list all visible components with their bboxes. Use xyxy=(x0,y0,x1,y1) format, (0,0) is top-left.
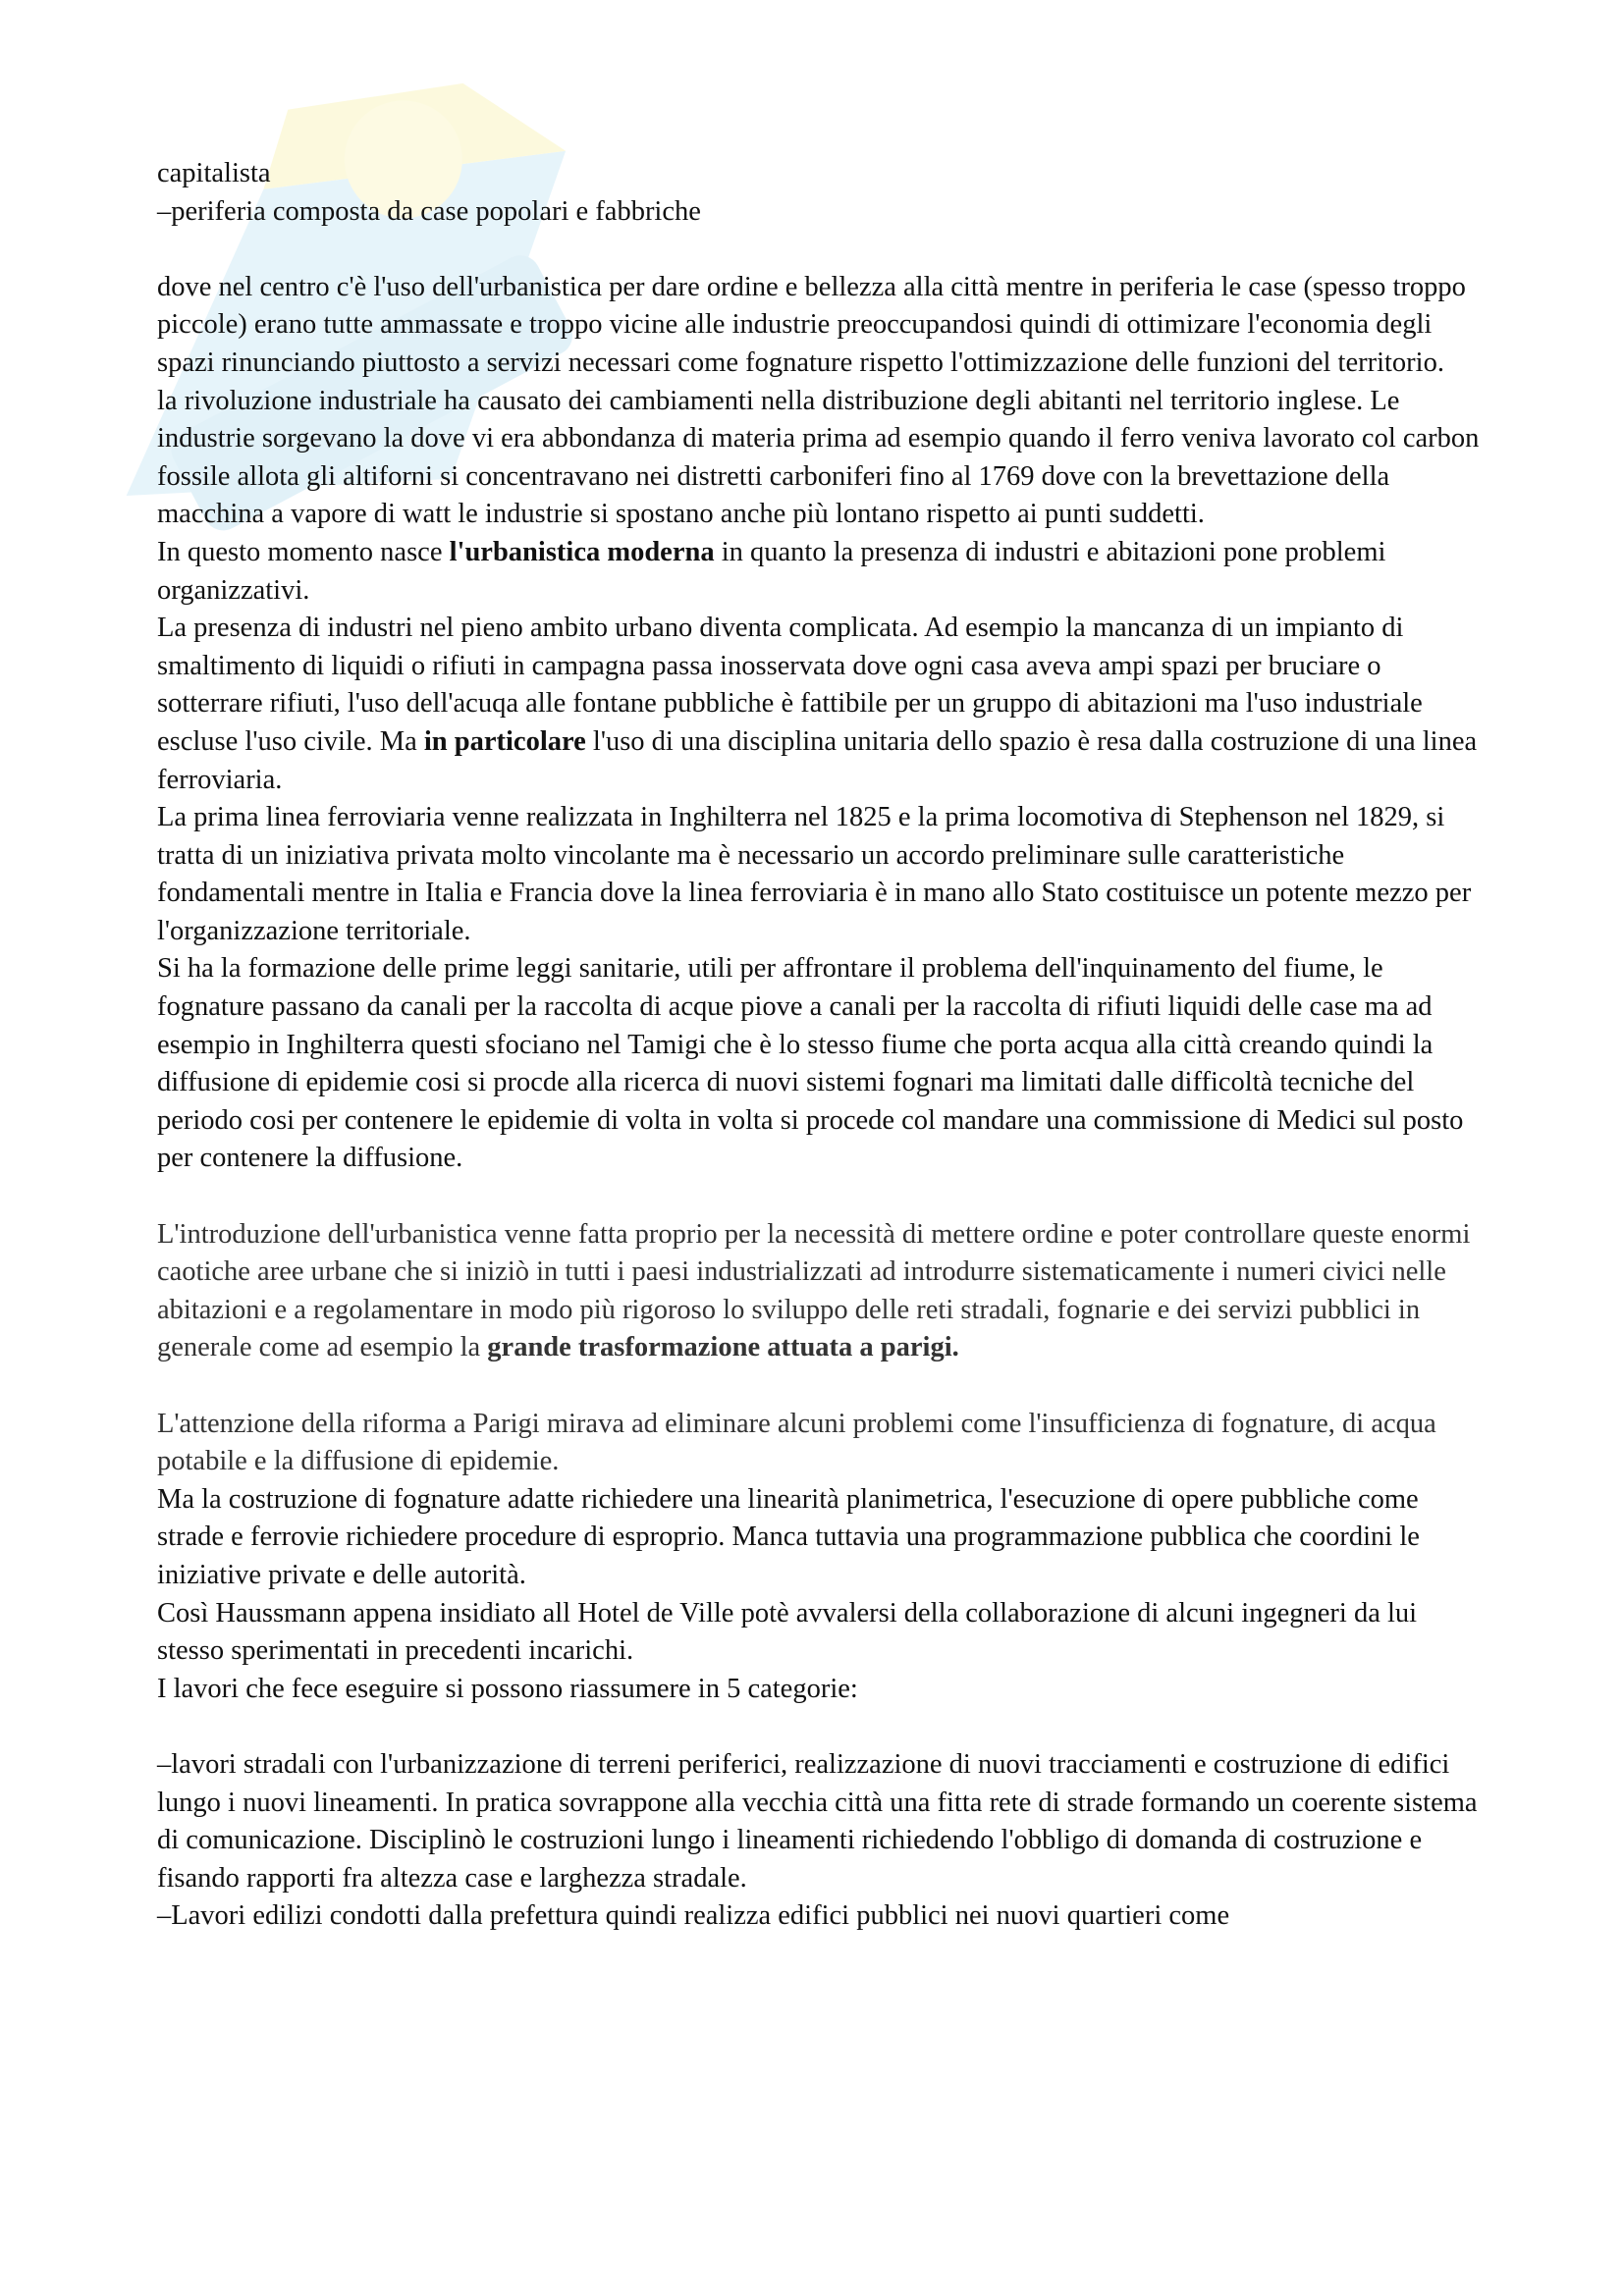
paragraph-3 xyxy=(157,534,1483,610)
paragraph-7-text: L'introduzione dell'urbanistica venne fatta proprio per la necessità di mettere ordine e poter controllare queste enormi caotiche aree urbane che si iniziò in tutti i paesi industrializzati ad introdurre sistematicamente i numeri civici nelle abitazioni e a regolamentare in modo più rigoroso lo sviluppo delle reti stradali, fognarie e dei servizi pubblici in generale come ad esempio la xyxy=(157,1218,1471,1363)
paragraph-4-text-b: l'uso di una disciplina unitaria dello spazio è resa dalla costruzione di una linea ferroviaria. xyxy=(157,725,1478,795)
paragraph-4-text-a: La presenza di industri nel pieno ambito urbano diventa complicata. Ad esempio la mancanza di un impianto di smaltimento di liquidi o rifiuti in campagna passa inosservata dove ogni casa aveva ampi spazi per bruciare o sotterrare rifiuti, l'uso dell'acuqa alle fontane pubbliche è fattibile per un gruppo di abitazioni ma l'uso industriale escluse l'uso civile. Ma xyxy=(157,613,1423,757)
paragraph-10: Così Haussmann appena insidiato all Hotel de Ville potè avvalersi della collaborazione di alcuni ingegneri da lui stesso sperimentati in precedenti incarichi. xyxy=(157,1597,1418,1667)
paragraph-11: I lavori che fece eseguire si possono riassumere in 5 categorie: xyxy=(157,1673,858,1704)
paragraph-4-bold: in particolare xyxy=(423,725,586,757)
paragraph-8: L'attenzione della riforma a Parigi mirava ad eliminare alcuni problemi come l'insufficienza di fognature, di acqua potabile e la diffusione di epidemie. xyxy=(157,1408,1436,1477)
paragraph-5: La prima linea ferroviaria venne realizzata in Inghilterra nel 1825 e la prima locomotiva di Stephenson nel 1829, si tratta di un iniziativa privata molto vincolante ma è necessario un accordo preliminare sulle caratteristiche fondamentali mentre in Italia e Francia dove la linea ferroviaria è in mano allo Stato costituisce un potente mezzo per l'organizzazione territoriale. xyxy=(157,802,1472,946)
paragraph-6: Si ha la formazione delle prime leggi sanitarie, utili per affrontare il problema dell'inquinamento del fiume, le fognature passano da canali per la raccolta di acque piove a canali per la raccolta di rifiuti liquidi delle case ma ad esempio in Inghilterra questi sfociano nel Tamigi che è lo stesso fiume che porta acqua alla città creando quindi la diffusione di epidemie cosi si procde alla ricerca di nuovi sistemi fognari ma limitati dalle difficoltà tecniche del periodo cosi per contenere le epidemie di volta in volta si procede col mandare una commissione di Medici sul posto per contenere la diffusione. xyxy=(157,953,1464,1174)
list-item-lavori-edilizi: –Lavori edilizi condotti dalla prefettura quindi realizza edifici pubblici nei nuovi quartieri come xyxy=(157,1900,1230,1932)
paragraph-2: la rivoluzione industriale ha causato dei cambiamenti nella distribuzione degli abitanti nel territorio inglese. Le industrie sorgevano la dove vi era abbondanza di materia prima ad esempio quando il ferro veniva lavorato col carbon fossile allota gli altiforni si concentravano nei distretti carboniferi fino al 1769 dove con la brevettazione della macchina a vapore di watt le industrie si spostano anche più lontano rispetto ai punti suddetti. xyxy=(157,385,1480,530)
list-item-lavori-stradali: –lavori stradali con l'urbanizzazione di terreni periferici, realizzazione di nuovi tracciamenti e costruzione di edifici lungo i nuovi lineamenti. In pratica sovrappone alla vecchia città una fitta rete di strade formando un coerente sistema di comunicazione. Disciplinò le costruzioni lungo i lineamenti richiedendo l'obbligo di domanda di costruzione e fisando rapporti fra altezza case e larghezza stradale. xyxy=(157,1748,1478,1894)
intro-line-2: –periferia composta da case popolari e fabbriche xyxy=(157,195,701,227)
blank-line xyxy=(157,231,1483,269)
paragraph-7-bold: grande trasformazione attuata a parigi. xyxy=(487,1332,959,1363)
blank-line xyxy=(157,1367,1483,1406)
blank-line xyxy=(157,1708,1483,1746)
paragraph-1: dove nel centro c'è l'uso dell'urbanistica per dare ordine e bellezza alla città mentre in periferia le case (spesso troppo piccole) erano tutte ammassate e troppo vicine alle industrie preoccupandosi quindi di ottimizare l'economia degli spazi rinunciando piuttosto a servizi necessari come fognature rispetto l'ottimizzazione delle funzioni del territorio. xyxy=(157,271,1466,378)
paragraph-4 xyxy=(157,610,1483,799)
paragraph-3-text-a: In questo momento nasce xyxy=(157,536,450,567)
document-body xyxy=(157,155,1483,1936)
paragraph-7 xyxy=(157,1216,1483,1367)
blank-line xyxy=(157,1178,1483,1216)
paragraph-3-text-b: in quanto la presenza di industri e abitazioni pone problemi organizzativi. xyxy=(157,536,1386,606)
intro-line-1: capitalista xyxy=(157,158,271,188)
paragraph-3-bold: l'urbanistica moderna xyxy=(449,536,715,567)
paragraph-9: Ma la costruzione di fognature adatte richiedere una linearità planimetrica, l'esecuzione di opere pubbliche come strade e ferrovie richiedere procedure di esproprio. Manca tuttavia una programmazione pubblica che coordini le iniziative private e delle autorità. xyxy=(157,1483,1420,1590)
